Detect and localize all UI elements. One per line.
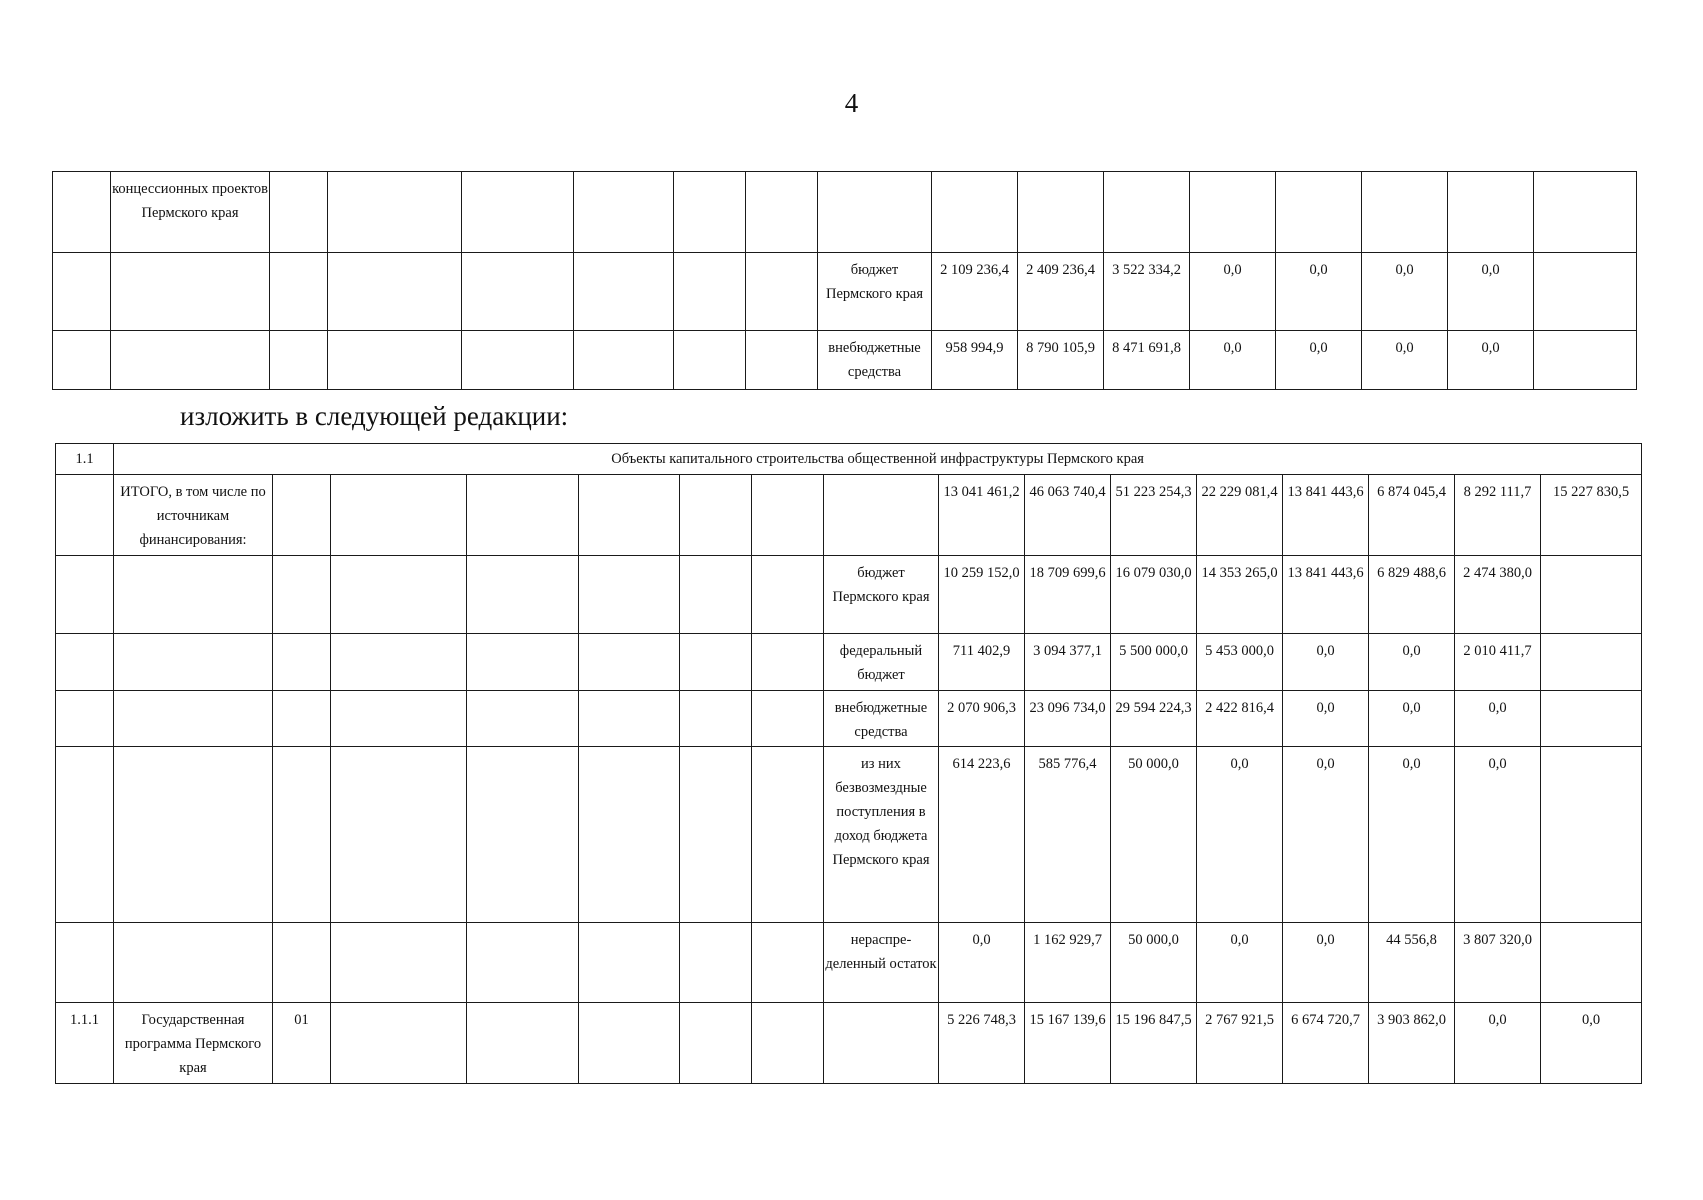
row-number [56, 555, 114, 633]
value-cell: 958 994,9 [932, 331, 1018, 390]
value-cell: 0,0 [1448, 331, 1534, 390]
row-name [111, 253, 270, 331]
empty-cell [467, 1003, 579, 1084]
funding-source [818, 172, 932, 253]
value-cell: 13 841 443,6 [1283, 555, 1369, 633]
section-title: Объекты капитального строительства общественной инфраструктуры Пермского края [114, 444, 1642, 475]
table-row [56, 923, 1642, 1003]
value-cell [1534, 253, 1637, 331]
value-cell: 13 841 443,6 [1283, 475, 1369, 556]
row-name [114, 633, 273, 690]
row-code [273, 475, 331, 556]
value-cell: 6 874 045,4 [1369, 475, 1455, 556]
section-number: 1.1 [56, 444, 114, 475]
value-cell: 3 807 320,0 [1455, 923, 1541, 1003]
row-name: ИТОГО, в том числе по источникам финансирования: [114, 475, 273, 556]
value-cell [1534, 331, 1637, 390]
value-cell: 13 041 461,2 [939, 475, 1025, 556]
value-cell: 0,0 [1369, 690, 1455, 747]
value-cell: 614 223,6 [939, 747, 1025, 923]
value-cell: 2 767 921,5 [1197, 1003, 1283, 1084]
empty-cell [746, 331, 818, 390]
empty-cell [752, 555, 824, 633]
empty-cell [331, 475, 467, 556]
empty-cell [680, 923, 752, 1003]
value-cell: 2 422 816,4 [1197, 690, 1283, 747]
empty-cell [331, 747, 467, 923]
value-cell [1541, 690, 1642, 747]
value-cell: 0,0 [1197, 747, 1283, 923]
empty-cell [680, 1003, 752, 1084]
empty-cell [574, 331, 674, 390]
empty-cell [467, 475, 579, 556]
table-row [56, 475, 1642, 556]
table-row [56, 1003, 1642, 1084]
value-cell: 0,0 [1541, 1003, 1642, 1084]
empty-cell [467, 690, 579, 747]
value-cell: 0,0 [1369, 633, 1455, 690]
table-row [56, 747, 1642, 923]
value-cell: 5 500 000,0 [1111, 633, 1197, 690]
empty-cell [680, 633, 752, 690]
table-row [56, 633, 1642, 690]
empty-cell [331, 923, 467, 1003]
empty-cell [579, 633, 680, 690]
empty-cell [579, 555, 680, 633]
value-cell: 6 674 720,7 [1283, 1003, 1369, 1084]
value-cell [1541, 747, 1642, 923]
value-cell [1362, 172, 1448, 253]
value-cell: 2 409 236,4 [1018, 253, 1104, 331]
value-cell: 711 402,9 [939, 633, 1025, 690]
funding-source: бюджет Пермского края [824, 555, 939, 633]
value-cell: 0,0 [1283, 747, 1369, 923]
table-row [53, 331, 1637, 390]
row-name [111, 331, 270, 390]
redaction-heading: изложить в следующей редакции: [180, 401, 569, 431]
row-code: 01 [273, 1003, 331, 1084]
empty-cell [462, 172, 574, 253]
value-cell: 0,0 [1276, 331, 1362, 390]
value-cell: 2 109 236,4 [932, 253, 1018, 331]
value-cell: 6 829 488,6 [1369, 555, 1455, 633]
page-number: 4 [844, 88, 859, 118]
empty-cell [579, 923, 680, 1003]
empty-cell [331, 1003, 467, 1084]
value-cell [932, 172, 1018, 253]
value-cell: 0,0 [1455, 747, 1541, 923]
empty-cell [462, 331, 574, 390]
empty-cell [746, 172, 818, 253]
row-code [273, 747, 331, 923]
row-number: 1.1.1 [56, 1003, 114, 1084]
value-cell: 0,0 [1283, 690, 1369, 747]
row-code [273, 555, 331, 633]
value-cell [1448, 172, 1534, 253]
funding-source: федеральный бюджет [824, 633, 939, 690]
empty-cell [579, 690, 680, 747]
value-cell: 0,0 [1362, 331, 1448, 390]
empty-cell [752, 1003, 824, 1084]
value-cell: 2 070 906,3 [939, 690, 1025, 747]
table-row [53, 172, 1637, 253]
funding-source [824, 1003, 939, 1084]
value-cell: 0,0 [1197, 923, 1283, 1003]
value-cell: 2 010 411,7 [1455, 633, 1541, 690]
new-version-table [55, 443, 1642, 1084]
empty-cell [328, 253, 462, 331]
value-cell: 15 196 847,5 [1111, 1003, 1197, 1084]
table-row [56, 555, 1642, 633]
value-cell: 8 790 105,9 [1018, 331, 1104, 390]
value-cell: 0,0 [1190, 331, 1276, 390]
row-number [56, 747, 114, 923]
value-cell: 46 063 740,4 [1025, 475, 1111, 556]
value-cell [1018, 172, 1104, 253]
value-cell: 585 776,4 [1025, 747, 1111, 923]
value-cell [1104, 172, 1190, 253]
value-cell: 50 000,0 [1111, 747, 1197, 923]
funding-source: внебюджетные средства [824, 690, 939, 747]
value-cell: 0,0 [1369, 747, 1455, 923]
value-cell: 15 227 830,5 [1541, 475, 1642, 556]
empty-cell [752, 475, 824, 556]
value-cell: 10 259 152,0 [939, 555, 1025, 633]
empty-cell [674, 253, 746, 331]
row-name [114, 923, 273, 1003]
empty-cell [680, 475, 752, 556]
value-cell: 5 226 748,3 [939, 1003, 1025, 1084]
empty-cell [331, 633, 467, 690]
value-cell: 3 094 377,1 [1025, 633, 1111, 690]
empty-cell [467, 555, 579, 633]
row-name: концессионных проектов Пермского края [111, 172, 270, 253]
funding-source: внебюджетные средства [818, 331, 932, 390]
empty-cell [752, 923, 824, 1003]
value-cell: 0,0 [1362, 253, 1448, 331]
empty-cell [752, 747, 824, 923]
value-cell: 18 709 699,6 [1025, 555, 1111, 633]
value-cell: 3 903 862,0 [1369, 1003, 1455, 1084]
value-cell: 29 594 224,3 [1111, 690, 1197, 747]
empty-cell [752, 690, 824, 747]
value-cell: 0,0 [1455, 690, 1541, 747]
value-cell: 16 079 030,0 [1111, 555, 1197, 633]
value-cell: 1 162 929,7 [1025, 923, 1111, 1003]
empty-cell [462, 253, 574, 331]
value-cell: 0,0 [1283, 923, 1369, 1003]
empty-cell [328, 331, 462, 390]
row-code [270, 331, 328, 390]
empty-cell [579, 747, 680, 923]
value-cell: 0,0 [1448, 253, 1534, 331]
value-cell [1534, 172, 1637, 253]
row-code [273, 690, 331, 747]
value-cell: 22 229 081,4 [1197, 475, 1283, 556]
empty-cell [328, 172, 462, 253]
row-code [270, 172, 328, 253]
funding-source: бюджет Пермского края [818, 253, 932, 331]
value-cell: 3 522 334,2 [1104, 253, 1190, 331]
value-cell: 8 471 691,8 [1104, 331, 1190, 390]
value-cell: 50 000,0 [1111, 923, 1197, 1003]
row-code [273, 633, 331, 690]
value-cell: 23 096 734,0 [1025, 690, 1111, 747]
value-cell: 0,0 [1276, 253, 1362, 331]
row-number [53, 172, 111, 253]
empty-cell [680, 555, 752, 633]
row-name [114, 555, 273, 633]
table-row [53, 253, 1637, 331]
value-cell: 0,0 [1283, 633, 1369, 690]
empty-cell [752, 633, 824, 690]
row-name: Государственная программа Пермского края [114, 1003, 273, 1084]
funding-source: из них безвозмездные поступления в доход бюджета Пермского края [824, 747, 939, 923]
value-cell: 51 223 254,3 [1111, 475, 1197, 556]
row-number [56, 923, 114, 1003]
empty-cell [680, 747, 752, 923]
value-cell [1276, 172, 1362, 253]
row-number [56, 633, 114, 690]
value-cell: 15 167 139,6 [1025, 1003, 1111, 1084]
value-cell: 5 453 000,0 [1197, 633, 1283, 690]
empty-cell [574, 253, 674, 331]
row-number [53, 253, 111, 331]
empty-cell [680, 690, 752, 747]
old-version-table [52, 171, 1637, 390]
value-cell: 8 292 111,7 [1455, 475, 1541, 556]
value-cell [1541, 923, 1642, 1003]
row-code [273, 923, 331, 1003]
value-cell: 0,0 [1455, 1003, 1541, 1084]
row-number [56, 475, 114, 556]
empty-cell [674, 331, 746, 390]
row-code [270, 253, 328, 331]
empty-cell [331, 690, 467, 747]
row-number [53, 331, 111, 390]
empty-cell [579, 475, 680, 556]
empty-cell [674, 172, 746, 253]
empty-cell [746, 253, 818, 331]
table-row [56, 690, 1642, 747]
row-number [56, 690, 114, 747]
value-cell: 14 353 265,0 [1197, 555, 1283, 633]
empty-cell [467, 633, 579, 690]
value-cell [1190, 172, 1276, 253]
value-cell [1541, 633, 1642, 690]
section-row [56, 444, 1642, 475]
value-cell: 0,0 [939, 923, 1025, 1003]
value-cell: 0,0 [1190, 253, 1276, 331]
value-cell [1541, 555, 1642, 633]
empty-cell [574, 172, 674, 253]
empty-cell [579, 1003, 680, 1084]
empty-cell [331, 555, 467, 633]
row-name [114, 747, 273, 923]
funding-source [824, 475, 939, 556]
value-cell: 2 474 380,0 [1455, 555, 1541, 633]
funding-source: нераспре-деленный остаток [824, 923, 939, 1003]
empty-cell [467, 923, 579, 1003]
row-name [114, 690, 273, 747]
empty-cell [467, 747, 579, 923]
value-cell: 44 556,8 [1369, 923, 1455, 1003]
